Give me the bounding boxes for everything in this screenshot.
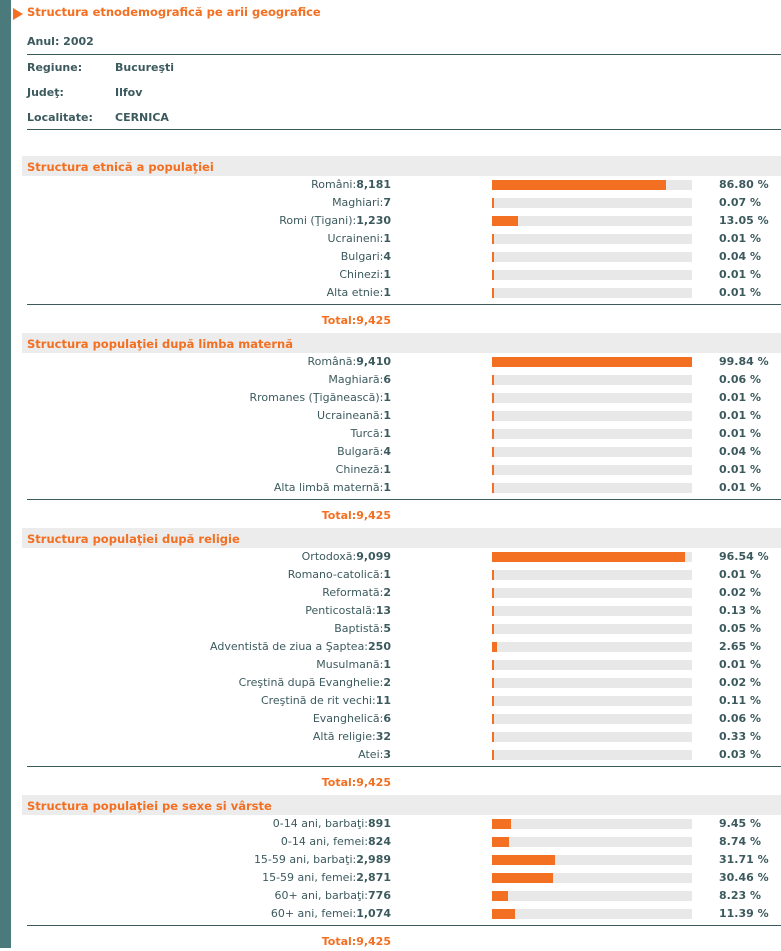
bar-fill bbox=[492, 873, 553, 883]
count-value: 6 bbox=[383, 712, 391, 725]
row-label bbox=[327, 286, 391, 299]
category-label: Evanghelică: bbox=[312, 712, 384, 725]
total-row bbox=[11, 509, 781, 525]
row-label bbox=[275, 889, 392, 902]
table-row bbox=[11, 656, 781, 674]
bar-track bbox=[492, 483, 692, 493]
percent-value: 11.39 % bbox=[719, 907, 769, 920]
bar-fill bbox=[492, 447, 494, 457]
table-row bbox=[11, 851, 781, 869]
row-label bbox=[332, 196, 391, 209]
bar-fill bbox=[492, 606, 494, 616]
category-label: Rromanes (Ţigănească): bbox=[249, 391, 384, 404]
table-row bbox=[11, 266, 781, 284]
percent-value: 8.74 % bbox=[719, 835, 761, 848]
bar-track bbox=[492, 234, 692, 244]
percent-value: 9.45 % bbox=[719, 817, 761, 830]
bar-fill bbox=[492, 234, 494, 244]
category-label: Romano-catolică: bbox=[287, 568, 384, 581]
percent-value: 0.01 % bbox=[719, 286, 761, 299]
percent-value: 96.54 % bbox=[719, 550, 769, 563]
table-row bbox=[11, 371, 781, 389]
table-row bbox=[11, 461, 781, 479]
row-label bbox=[313, 712, 391, 725]
category-label: Chineză: bbox=[335, 463, 384, 476]
bar-track bbox=[492, 909, 692, 919]
page-title: Structura etnodemografică pe arii geografice bbox=[27, 5, 321, 19]
page bbox=[11, 0, 781, 948]
count-value: 2,989 bbox=[356, 853, 391, 866]
row-label bbox=[210, 640, 391, 653]
category-label: 60+ ani, barbaţi: bbox=[274, 889, 369, 902]
bar-track bbox=[492, 447, 692, 457]
bar-fill bbox=[492, 375, 494, 385]
row-label bbox=[281, 835, 391, 848]
count-value: 1 bbox=[383, 568, 391, 581]
section-title: Structura populaţiei pe sexe si vârste bbox=[27, 799, 272, 813]
bar-track bbox=[492, 678, 692, 688]
percent-value: 0.06 % bbox=[719, 712, 761, 725]
bar-fill bbox=[492, 588, 494, 598]
row-label bbox=[274, 481, 391, 494]
count-value: 1 bbox=[383, 409, 391, 422]
percent-value: 0.02 % bbox=[719, 586, 761, 599]
county-value: Ilfov bbox=[115, 86, 143, 99]
percent-value: 0.04 % bbox=[719, 445, 761, 458]
table-row bbox=[11, 548, 781, 566]
info-region bbox=[27, 61, 781, 79]
bar-track bbox=[492, 660, 692, 670]
bar-fill bbox=[492, 660, 494, 670]
row-label bbox=[288, 568, 391, 581]
category-label: Maghiari: bbox=[332, 196, 384, 209]
percent-value: 0.02 % bbox=[719, 676, 761, 689]
total-value: Total:9,425 bbox=[321, 935, 391, 948]
section-header bbox=[22, 528, 781, 548]
count-value: 11 bbox=[375, 694, 391, 707]
row-label bbox=[351, 427, 391, 440]
percent-value: 99.84 % bbox=[719, 355, 769, 368]
count-value: 824 bbox=[368, 835, 391, 848]
table-row bbox=[11, 815, 781, 833]
percent-value: 0.03 % bbox=[719, 748, 761, 761]
table-row bbox=[11, 602, 781, 620]
bar-track bbox=[492, 750, 692, 760]
percent-value: 0.04 % bbox=[719, 250, 761, 263]
bar-track bbox=[492, 696, 692, 706]
count-value: 1,230 bbox=[356, 214, 391, 227]
percent-value: 13.05 % bbox=[719, 214, 769, 227]
bar-track bbox=[492, 891, 692, 901]
bar-fill bbox=[492, 909, 515, 919]
count-value: 1 bbox=[383, 463, 391, 476]
category-label: Adventistă de ziua a Şaptea: bbox=[210, 640, 369, 653]
category-label: Bulgari: bbox=[340, 250, 384, 263]
bar-track bbox=[492, 357, 692, 367]
section-header bbox=[22, 333, 781, 353]
row-label bbox=[305, 604, 391, 617]
bar-track bbox=[492, 819, 692, 829]
row-label bbox=[249, 391, 391, 404]
count-value: 1 bbox=[383, 391, 391, 404]
row-label bbox=[273, 817, 391, 830]
row-label bbox=[358, 748, 391, 761]
count-value: 2 bbox=[383, 586, 391, 599]
count-value: 1 bbox=[383, 232, 391, 245]
bar-track bbox=[492, 288, 692, 298]
section-title: Structura populaţiei după limba maternă bbox=[27, 337, 293, 351]
bar-fill bbox=[492, 570, 494, 580]
count-value: 1 bbox=[383, 427, 391, 440]
row-label bbox=[337, 445, 391, 458]
percent-value: 0.01 % bbox=[719, 481, 761, 494]
percent-value: 0.01 % bbox=[719, 658, 761, 671]
percent-value: 0.01 % bbox=[719, 409, 761, 422]
category-label: Reformată: bbox=[322, 586, 384, 599]
count-value: 4 bbox=[383, 445, 391, 458]
category-label: Baptistă: bbox=[334, 622, 384, 635]
percent-value: 0.11 % bbox=[719, 694, 761, 707]
bar-fill bbox=[492, 624, 494, 634]
section-header bbox=[22, 156, 781, 176]
count-value: 6 bbox=[383, 373, 391, 386]
bar-track bbox=[492, 552, 692, 562]
table-row bbox=[11, 620, 781, 638]
table-row bbox=[11, 710, 781, 728]
bar-track bbox=[492, 606, 692, 616]
divider bbox=[27, 925, 781, 926]
row-label bbox=[334, 622, 391, 635]
count-value: 9,410 bbox=[356, 355, 391, 368]
bar-fill bbox=[492, 216, 518, 226]
category-label: Română: bbox=[307, 355, 357, 368]
info-county bbox=[27, 86, 781, 104]
category-label: Maghiară: bbox=[328, 373, 384, 386]
row-label bbox=[336, 463, 391, 476]
row-label bbox=[271, 907, 391, 920]
divider bbox=[27, 54, 781, 55]
bar-fill bbox=[492, 429, 494, 439]
info-year bbox=[27, 35, 781, 53]
table-row bbox=[11, 479, 781, 497]
bar-track bbox=[492, 375, 692, 385]
count-value: 7 bbox=[383, 196, 391, 209]
total-value: Total:9,425 bbox=[321, 509, 391, 522]
bar-track bbox=[492, 252, 692, 262]
row-label bbox=[262, 871, 391, 884]
percent-value: 0.05 % bbox=[719, 622, 761, 635]
bar-fill bbox=[492, 855, 555, 865]
count-value: 2 bbox=[383, 676, 391, 689]
table-row bbox=[11, 248, 781, 266]
bar-fill bbox=[492, 891, 508, 901]
count-value: 776 bbox=[368, 889, 391, 902]
left-sidebar-strip bbox=[0, 0, 11, 948]
table-row bbox=[11, 638, 781, 656]
percent-value: 0.33 % bbox=[719, 730, 761, 743]
bar-fill bbox=[492, 714, 494, 724]
table-row bbox=[11, 905, 781, 923]
table-row bbox=[11, 746, 781, 764]
category-label: 15-59 ani, barbaţi: bbox=[253, 853, 357, 866]
section-title: Structura populaţiei după religie bbox=[27, 532, 240, 546]
divider bbox=[27, 766, 781, 767]
percent-value: 0.06 % bbox=[719, 373, 761, 386]
table-row bbox=[11, 692, 781, 710]
row-label bbox=[279, 214, 391, 227]
bar-fill bbox=[492, 411, 494, 421]
table-row bbox=[11, 230, 781, 248]
table-row bbox=[11, 389, 781, 407]
table-row bbox=[11, 584, 781, 602]
count-value: 1 bbox=[383, 286, 391, 299]
bar-fill bbox=[492, 642, 497, 652]
row-label bbox=[302, 550, 391, 563]
percent-value: 0.07 % bbox=[719, 196, 761, 209]
bar-track bbox=[492, 393, 692, 403]
divider bbox=[27, 129, 781, 130]
count-value: 8,181 bbox=[356, 178, 391, 191]
category-label: Creştină după Evanghelie: bbox=[238, 676, 384, 689]
table-row bbox=[11, 425, 781, 443]
table-row bbox=[11, 353, 781, 371]
table-row bbox=[11, 728, 781, 746]
section-title: Structura etnică a populaţiei bbox=[27, 160, 214, 174]
category-label: Altă religie: bbox=[312, 730, 376, 743]
year-text: Anul: 2002 bbox=[27, 35, 94, 48]
percent-value: 0.01 % bbox=[719, 268, 761, 281]
bar-fill bbox=[492, 252, 494, 262]
row-label bbox=[317, 409, 391, 422]
bar-track bbox=[492, 465, 692, 475]
percent-value: 0.01 % bbox=[719, 463, 761, 476]
category-label: 0-14 ani, barbaţi: bbox=[272, 817, 369, 830]
bar-fill bbox=[492, 483, 494, 493]
bar-fill bbox=[492, 357, 692, 367]
bar-fill bbox=[492, 678, 494, 688]
table-row bbox=[11, 674, 781, 692]
bar-track bbox=[492, 429, 692, 439]
bar-track bbox=[492, 855, 692, 865]
percent-value: 30.46 % bbox=[719, 871, 769, 884]
bar-track bbox=[492, 624, 692, 634]
row-label bbox=[316, 658, 391, 671]
table-row bbox=[11, 284, 781, 302]
count-value: 1 bbox=[383, 268, 391, 281]
category-label: Ortodoxă: bbox=[301, 550, 357, 563]
row-label bbox=[311, 178, 391, 191]
bar-fill bbox=[492, 696, 494, 706]
bar-fill bbox=[492, 270, 494, 280]
section-header bbox=[22, 795, 781, 815]
percent-value: 8.23 % bbox=[719, 889, 761, 902]
total-row bbox=[11, 935, 781, 951]
table-row bbox=[11, 194, 781, 212]
table-row bbox=[11, 176, 781, 194]
row-label bbox=[239, 676, 391, 689]
percent-value: 0.13 % bbox=[719, 604, 761, 617]
count-value: 1 bbox=[383, 481, 391, 494]
row-label bbox=[322, 586, 391, 599]
count-value: 2,871 bbox=[356, 871, 391, 884]
table-row bbox=[11, 887, 781, 905]
bar-track bbox=[492, 642, 692, 652]
count-value: 3 bbox=[383, 748, 391, 761]
category-label: Musulmană: bbox=[316, 658, 384, 671]
category-label: Bulgară: bbox=[337, 445, 384, 458]
count-value: 13 bbox=[375, 604, 391, 617]
category-label: Creştină de rit vechi: bbox=[260, 694, 376, 707]
region-value: Bucureşti bbox=[115, 61, 175, 74]
bar-track bbox=[492, 270, 692, 280]
total-row bbox=[11, 776, 781, 792]
category-label: Ucraineană: bbox=[317, 409, 384, 422]
bar-track bbox=[492, 873, 692, 883]
table-row bbox=[11, 566, 781, 584]
category-label: Alta limbă maternă: bbox=[273, 481, 384, 494]
row-label bbox=[254, 853, 391, 866]
arrow-right-icon bbox=[13, 8, 23, 20]
table-row bbox=[11, 869, 781, 887]
row-label bbox=[307, 355, 391, 368]
category-label: Romi (Ţigani): bbox=[279, 214, 357, 227]
divider bbox=[27, 499, 781, 500]
category-label: Atei: bbox=[358, 748, 384, 761]
category-label: 15-59 ani, femei: bbox=[262, 871, 357, 884]
percent-value: 86.80 % bbox=[719, 178, 769, 191]
table-row bbox=[11, 443, 781, 461]
table-row bbox=[11, 212, 781, 230]
row-label bbox=[341, 250, 391, 263]
divider bbox=[27, 304, 781, 305]
percent-value: 0.01 % bbox=[719, 232, 761, 245]
locality-value: CERNICA bbox=[115, 111, 169, 124]
category-label: Alta etnie: bbox=[326, 286, 384, 299]
locality-label: Localitate: bbox=[27, 111, 93, 124]
total-value: Total:9,425 bbox=[321, 314, 391, 327]
bar-fill bbox=[492, 732, 494, 742]
bar-track bbox=[492, 588, 692, 598]
row-label bbox=[327, 232, 391, 245]
count-value: 4 bbox=[383, 250, 391, 263]
bar-fill bbox=[492, 198, 494, 208]
percent-value: 0.01 % bbox=[719, 391, 761, 404]
percent-value: 0.01 % bbox=[719, 568, 761, 581]
bar-track bbox=[492, 714, 692, 724]
bar-fill bbox=[492, 288, 494, 298]
count-value: 9,099 bbox=[356, 550, 391, 563]
total-row bbox=[11, 314, 781, 330]
bar-track bbox=[492, 216, 692, 226]
table-row bbox=[11, 833, 781, 851]
percent-value: 31.71 % bbox=[719, 853, 769, 866]
bar-fill bbox=[492, 819, 511, 829]
bar-fill bbox=[492, 180, 666, 190]
row-label bbox=[261, 694, 391, 707]
count-value: 32 bbox=[375, 730, 391, 743]
bar-track bbox=[492, 732, 692, 742]
bar-fill bbox=[492, 837, 509, 847]
bar-fill bbox=[492, 465, 494, 475]
page-header bbox=[11, 2, 781, 24]
bar-fill bbox=[492, 552, 685, 562]
count-value: 1 bbox=[383, 658, 391, 671]
category-label: Ucraineni: bbox=[327, 232, 384, 245]
county-label: Judeţ: bbox=[27, 86, 64, 99]
info-locality bbox=[27, 111, 781, 129]
count-value: 250 bbox=[368, 640, 391, 653]
category-label: Penticostală: bbox=[305, 604, 376, 617]
category-label: Români: bbox=[311, 178, 357, 191]
bar-fill bbox=[492, 393, 494, 403]
count-value: 1,074 bbox=[356, 907, 391, 920]
category-label: Turcă: bbox=[350, 427, 384, 440]
bar-track bbox=[492, 837, 692, 847]
row-label bbox=[313, 730, 391, 743]
percent-value: 2.65 % bbox=[719, 640, 761, 653]
bar-track bbox=[492, 411, 692, 421]
count-value: 891 bbox=[368, 817, 391, 830]
row-label bbox=[339, 268, 391, 281]
category-label: 0-14 ani, femei: bbox=[280, 835, 369, 848]
category-label: 60+ ani, femei: bbox=[270, 907, 357, 920]
bar-fill bbox=[492, 750, 494, 760]
bar-track bbox=[492, 570, 692, 580]
region-label: Regiune: bbox=[27, 61, 83, 74]
bar-track bbox=[492, 180, 692, 190]
total-value: Total:9,425 bbox=[321, 776, 391, 789]
count-value: 5 bbox=[383, 622, 391, 635]
category-label: Chinezi: bbox=[339, 268, 384, 281]
percent-value: 0.01 % bbox=[719, 427, 761, 440]
bar-track bbox=[492, 198, 692, 208]
row-label bbox=[328, 373, 391, 386]
table-row bbox=[11, 407, 781, 425]
